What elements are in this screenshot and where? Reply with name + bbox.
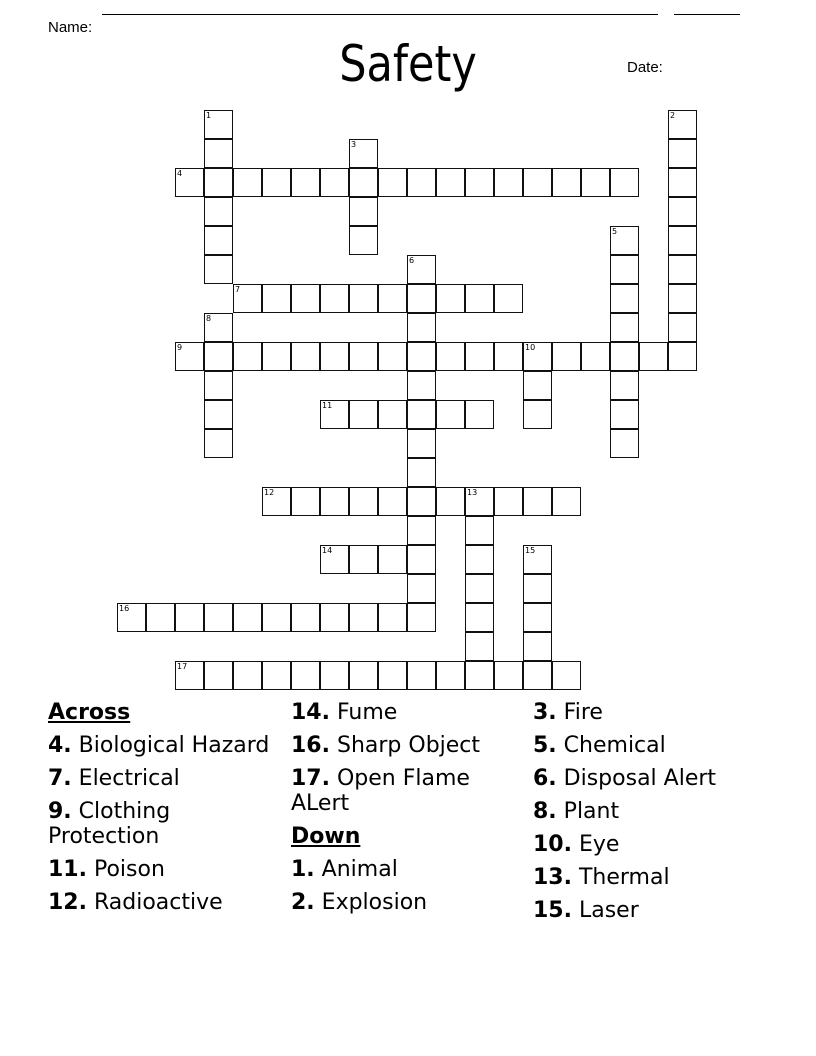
grid-cell[interactable] [378, 603, 407, 632]
grid-cell[interactable] [233, 603, 262, 632]
grid-cell[interactable] [204, 603, 233, 632]
grid-cell[interactable] [407, 255, 436, 284]
grid-cell[interactable] [349, 342, 378, 371]
grid-cell[interactable] [436, 168, 465, 197]
grid-cell[interactable] [175, 342, 204, 371]
clue-number: 15. [533, 898, 572, 923]
grid-cell[interactable] [610, 284, 639, 313]
grid-cell[interactable] [262, 342, 291, 371]
grid-cell[interactable] [465, 574, 494, 603]
grid-cell[interactable] [465, 516, 494, 545]
grid-cell[interactable] [494, 284, 523, 313]
grid-cell[interactable] [523, 603, 552, 632]
grid-cell[interactable] [349, 400, 378, 429]
grid-cell[interactable] [407, 574, 436, 603]
grid-cell[interactable] [639, 342, 668, 371]
grid-cell[interactable] [436, 400, 465, 429]
clue-across-4 [48, 733, 278, 758]
grid-cell[interactable] [581, 168, 610, 197]
grid-cell[interactable] [668, 284, 697, 313]
clues-column-3 [533, 700, 783, 931]
clue-number: 9. [48, 799, 72, 824]
clue-text: Electrical [78, 766, 180, 791]
grid-cell[interactable] [407, 516, 436, 545]
grid-cell[interactable] [291, 661, 320, 690]
grid-cell[interactable] [668, 197, 697, 226]
grid-cell[interactable] [668, 168, 697, 197]
grid-cell[interactable] [349, 545, 378, 574]
clue-number: 12. [48, 890, 87, 915]
grid-cell[interactable] [378, 400, 407, 429]
grid-cell[interactable] [117, 603, 146, 632]
grid-cell[interactable] [407, 168, 436, 197]
grid-cell[interactable] [320, 342, 349, 371]
grid-cell[interactable] [407, 342, 436, 371]
grid-cell[interactable] [349, 661, 378, 690]
clue-number: 7. [48, 766, 72, 791]
grid-cell[interactable] [552, 342, 581, 371]
grid-cell[interactable] [494, 342, 523, 371]
clue-text: Fume [336, 700, 398, 725]
grid-cell[interactable] [378, 545, 407, 574]
clue-text: Chemical [563, 733, 666, 758]
grid-cell[interactable] [378, 168, 407, 197]
grid-cell[interactable] [233, 661, 262, 690]
clue-across-12 [48, 890, 278, 915]
grid-cell[interactable] [523, 632, 552, 661]
grid-cell[interactable] [320, 487, 349, 516]
grid-cell[interactable] [320, 603, 349, 632]
clue-down-8 [533, 799, 783, 824]
grid-cell[interactable] [523, 545, 552, 574]
grid-cell[interactable] [233, 168, 262, 197]
grid-cell[interactable] [378, 342, 407, 371]
grid-cell[interactable] [320, 284, 349, 313]
clue-number: 16. [291, 733, 330, 758]
grid-cell[interactable] [436, 284, 465, 313]
grid-cell[interactable] [668, 110, 697, 139]
cell-number: 10 [525, 343, 536, 352]
grid-cell[interactable] [349, 197, 378, 226]
grid-cell[interactable] [291, 603, 320, 632]
grid-cell[interactable] [407, 313, 436, 342]
clue-text: Clothing Protection [48, 799, 171, 849]
grid-cell[interactable] [407, 458, 436, 487]
grid-cell[interactable] [668, 255, 697, 284]
grid-cell[interactable] [494, 168, 523, 197]
clue-number: 6. [533, 766, 557, 791]
clue-across-9 [48, 799, 278, 849]
grid-cell[interactable] [262, 487, 291, 516]
grid-cell[interactable] [233, 342, 262, 371]
cell-number: 12 [264, 488, 275, 497]
clue-text: Animal [321, 857, 398, 882]
grid-cell[interactable] [204, 661, 233, 690]
grid-cell[interactable] [523, 168, 552, 197]
clue-number: 8. [533, 799, 557, 824]
cell-number: 1 [206, 111, 212, 120]
grid-cell[interactable] [465, 284, 494, 313]
clue-text: Sharp Object [336, 733, 481, 758]
grid-cell[interactable] [610, 255, 639, 284]
clue-number: 13. [533, 865, 572, 890]
grid-cell[interactable] [407, 400, 436, 429]
grid-cell[interactable] [610, 371, 639, 400]
clue-number: 2. [291, 890, 315, 915]
grid-cell[interactable] [204, 226, 233, 255]
grid-cell[interactable] [291, 284, 320, 313]
clue-across-11 [48, 857, 278, 882]
clue-across-7 [48, 766, 278, 791]
grid-cell[interactable] [581, 342, 610, 371]
cell-number: 15 [525, 546, 536, 555]
grid-cell[interactable] [349, 284, 378, 313]
grid-cell[interactable] [204, 371, 233, 400]
clue-number: 11. [48, 857, 87, 882]
clue-text: Fire [563, 700, 603, 725]
grid-cell[interactable] [175, 168, 204, 197]
grid-cell[interactable] [436, 342, 465, 371]
grid-cell[interactable] [523, 574, 552, 603]
grid-cell[interactable] [407, 371, 436, 400]
clue-down-13 [533, 865, 783, 890]
clue-down-6 [533, 766, 783, 791]
grid-cell[interactable] [552, 487, 581, 516]
grid-cell[interactable] [668, 226, 697, 255]
grid-cell[interactable] [175, 603, 204, 632]
grid-cell[interactable] [668, 313, 697, 342]
clue-text: Poison [93, 857, 165, 882]
clue-text: Thermal [578, 865, 670, 890]
grid-cell[interactable] [668, 342, 697, 371]
cell-number: 9 [177, 343, 183, 352]
grid-cell[interactable] [233, 284, 262, 313]
clue-number: 10. [533, 832, 572, 857]
grid-cell[interactable] [320, 400, 349, 429]
grid-cell[interactable] [320, 545, 349, 574]
grid-cell[interactable] [523, 342, 552, 371]
grid-cell[interactable] [610, 429, 639, 458]
grid-cell[interactable] [204, 168, 233, 197]
grid-cell[interactable] [465, 603, 494, 632]
grid-cell[interactable] [523, 487, 552, 516]
grid-cell[interactable] [523, 371, 552, 400]
clues-column-1 [48, 700, 278, 923]
grid-cell[interactable] [262, 284, 291, 313]
grid-cell[interactable] [204, 197, 233, 226]
grid-cell[interactable] [204, 342, 233, 371]
down-heading: Down [291, 824, 361, 849]
clue-number: 3. [533, 700, 557, 725]
grid-cell[interactable] [610, 313, 639, 342]
clue-number: 5. [533, 733, 557, 758]
grid-cell[interactable] [465, 545, 494, 574]
clue-number: 1. [291, 857, 315, 882]
clue-down-10 [533, 832, 783, 857]
grid-cell[interactable] [262, 661, 291, 690]
grid-cell[interactable] [204, 313, 233, 342]
grid-cell[interactable] [291, 487, 320, 516]
grid-cell[interactable] [523, 400, 552, 429]
grid-cell[interactable] [523, 661, 552, 690]
grid-cell[interactable] [407, 603, 436, 632]
grid-cell[interactable] [494, 661, 523, 690]
grid-cell[interactable] [465, 632, 494, 661]
cell-number: 6 [409, 256, 415, 265]
grid-cell[interactable] [349, 487, 378, 516]
grid-cell[interactable] [610, 226, 639, 255]
across-heading: Across [48, 700, 131, 725]
grid-cell[interactable] [407, 487, 436, 516]
grid-cell[interactable] [175, 661, 204, 690]
cell-number: 8 [206, 314, 212, 323]
clue-text: Biological Hazard [78, 733, 270, 758]
grid-cell[interactable] [436, 487, 465, 516]
clue-down-15 [533, 898, 783, 923]
grid-cell[interactable] [262, 168, 291, 197]
grid-cell[interactable] [465, 342, 494, 371]
grid-cell[interactable] [494, 487, 523, 516]
cell-number: 2 [670, 111, 676, 120]
grid-cell[interactable] [465, 661, 494, 690]
grid-cell[interactable] [610, 342, 639, 371]
cell-number: 13 [467, 488, 478, 497]
clue-across-17 [291, 766, 521, 816]
clue-text: Radioactive [93, 890, 223, 915]
grid-cell[interactable] [146, 603, 175, 632]
cell-number: 5 [612, 227, 618, 236]
grid-cell[interactable] [465, 487, 494, 516]
grid-cell[interactable] [407, 429, 436, 458]
grid-cell[interactable] [436, 661, 465, 690]
grid-cell[interactable] [349, 139, 378, 168]
grid-cell[interactable] [610, 168, 639, 197]
clue-text: Laser [578, 898, 639, 923]
grid-cell[interactable] [204, 429, 233, 458]
clue-down-1 [291, 857, 521, 882]
cell-number: 16 [119, 604, 130, 613]
grid-cell[interactable] [291, 168, 320, 197]
cell-number: 14 [322, 546, 333, 555]
cell-number: 3 [351, 140, 357, 149]
clue-across-16 [291, 733, 521, 758]
grid-cell[interactable] [552, 661, 581, 690]
grid-cell[interactable] [378, 284, 407, 313]
clue-across-14 [291, 700, 521, 725]
grid-cell[interactable] [407, 661, 436, 690]
grid-cell[interactable] [349, 603, 378, 632]
cell-number: 11 [322, 401, 333, 410]
clue-text: Disposal Alert [563, 766, 717, 791]
grid-cell[interactable] [204, 139, 233, 168]
grid-cell[interactable] [320, 661, 349, 690]
grid-cell[interactable] [204, 400, 233, 429]
grid-cell[interactable] [349, 168, 378, 197]
grid-cell[interactable] [465, 168, 494, 197]
clue-text: Eye [578, 832, 620, 857]
grid-cell[interactable] [262, 603, 291, 632]
clue-text: Explosion [321, 890, 428, 915]
grid-cell[interactable] [349, 226, 378, 255]
clue-down-2 [291, 890, 521, 915]
clue-down-3 [533, 700, 783, 725]
grid-cell[interactable] [291, 342, 320, 371]
clue-text: Open Flame ALert [291, 766, 470, 816]
grid-cell[interactable] [320, 168, 349, 197]
grid-cell[interactable] [378, 661, 407, 690]
grid-cell[interactable] [378, 487, 407, 516]
grid-cell[interactable] [407, 545, 436, 574]
clue-number: 4. [48, 733, 72, 758]
clue-number: 14. [291, 700, 330, 725]
puzzle-title: Safety [339, 35, 477, 93]
clue-text: Plant [563, 799, 620, 824]
clue-number: 17. [291, 766, 330, 791]
grid-cell[interactable] [204, 110, 233, 139]
clue-down-5 [533, 733, 783, 758]
grid-cell[interactable] [668, 139, 697, 168]
grid-cell[interactable] [407, 284, 436, 313]
grid-cell[interactable] [552, 168, 581, 197]
grid-cell[interactable] [610, 400, 639, 429]
date-label: Date: [627, 59, 663, 76]
clues-column-2 [291, 700, 521, 923]
name-label: Name: [48, 19, 93, 36]
grid-cell[interactable] [465, 400, 494, 429]
cell-number: 4 [177, 169, 183, 178]
cell-number: 7 [235, 285, 241, 294]
grid-cell[interactable] [204, 255, 233, 284]
cell-number: 17 [177, 662, 188, 671]
